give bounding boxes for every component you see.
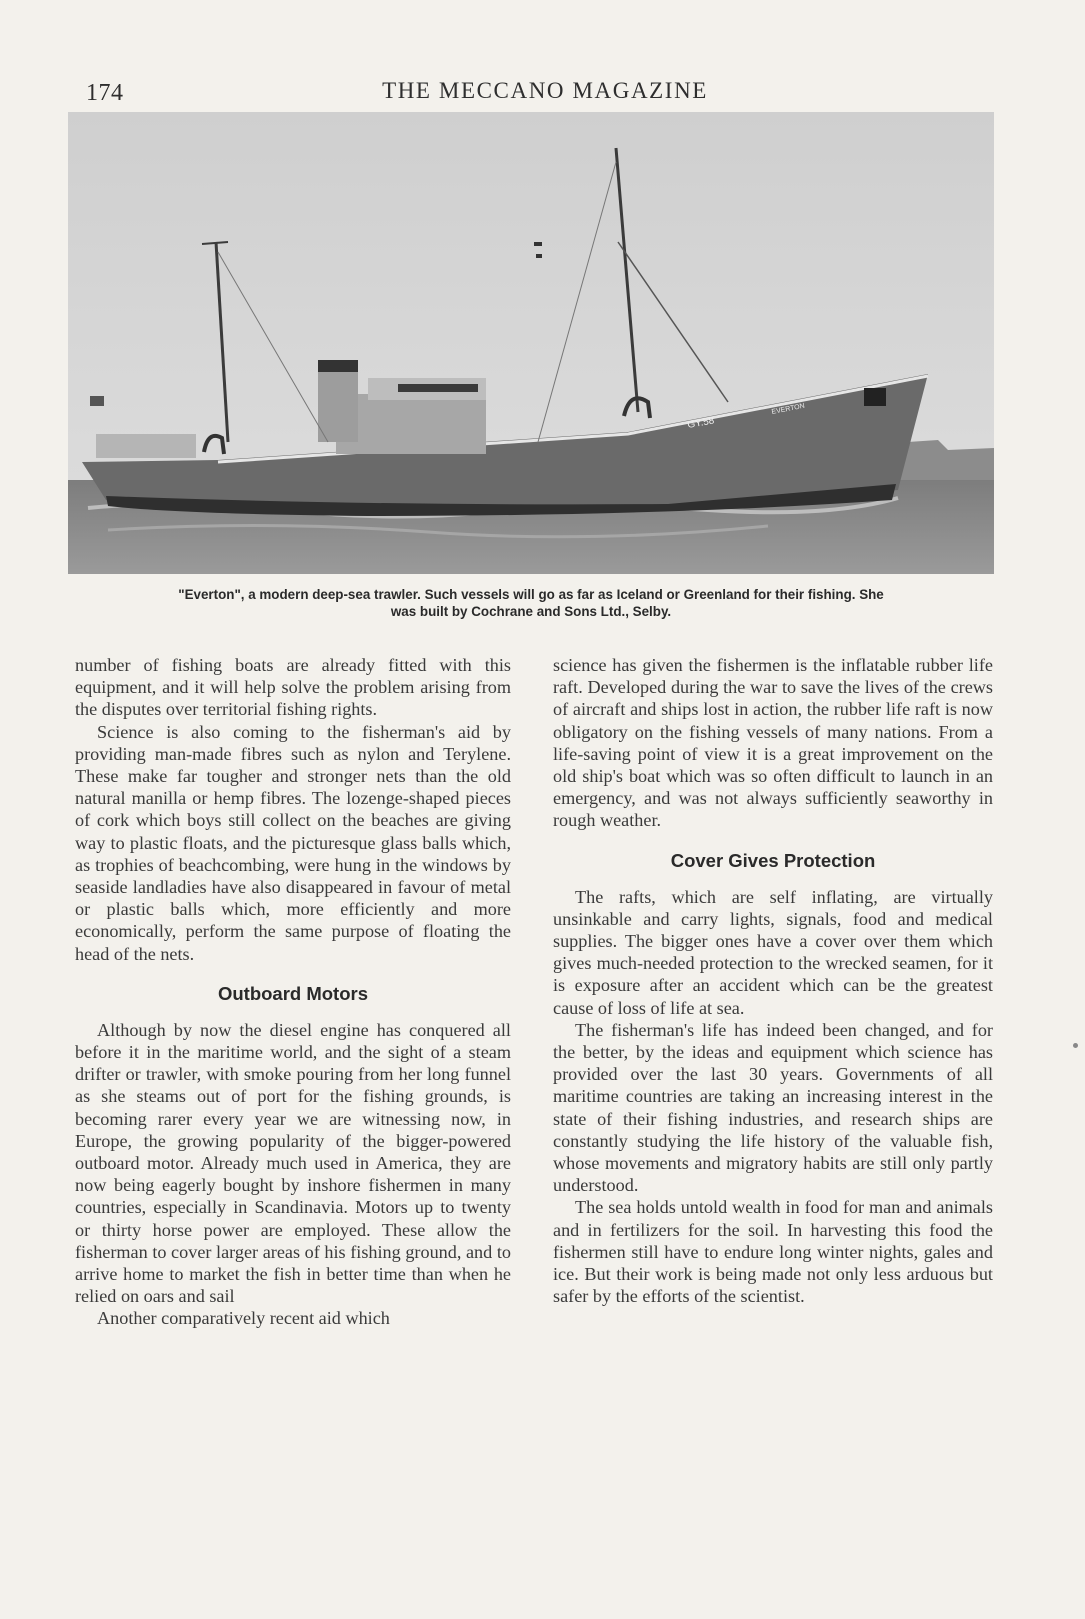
trawler-photo [68, 112, 994, 574]
right-paragraph-3: The fisherman's life has indeed been changed, and for the better, by the ideas and equipment which science has provided over the last 30 years. Governments of all maritime countries are taking an increasing interest in the state of their fishing industries, and research ships are constantly studying the life history of the valuable fish, whose movements and migratory habits are still only partly understood. [553, 1019, 993, 1196]
bridge-windows [398, 384, 478, 392]
anchor-pocket [864, 388, 886, 406]
trawler-illustration [68, 112, 994, 574]
heading-outboard-motors: Outboard Motors [217, 982, 369, 1004]
margin-fleck [1073, 1043, 1078, 1048]
hull-marking-number: GY.58 [686, 415, 716, 431]
right-paragraph-2: The rafts, which are self inflating, are virtually unsinkable and carry lights, signals, food and medical supplies. The bigger ones have a cover over them which gives much-needed protection to the wrecked seamen, for it is exposure after an accident which can be the greatest cause of loss of life at sea. [553, 886, 993, 1018]
caption-line-1: "Everton", a modern deep-sea trawler. Such vessels will go as far as Iceland or Greenland for their fishing. She [178, 587, 884, 602]
heading-cover-gives-protection: Cover Gives Protection [670, 849, 876, 871]
hull-marking-name: EVERTON [771, 402, 806, 416]
left-paragraph-3: Although by now the diesel engine has conquered all before it in the maritime world, and the sight of a steam drifter or trawler, with smoke pouring from her long funnel as she steams out of port for the fishing grounds, is becoming rarer every year we are witnessing now, in Europe, the growing popularity of the bigger-powered outboard motor. Already much used in America, they are now being eagerly bought by inshore fishermen in many countries, especially in Scandinavia. Motors up to twenty or thirty horse power are employed. These allow the fisherman to cover larger areas of his fishing ground, and to arrive home to market the fish in better time than when he relied on oars and sail [75, 1019, 511, 1307]
ensign [90, 396, 104, 406]
aft-deckhouse [96, 434, 196, 458]
bridge-house [336, 394, 486, 454]
funnel-top [318, 360, 358, 372]
signal-flag [534, 242, 542, 246]
left-paragraph-4: Another comparatively recent aid which [97, 1308, 390, 1329]
right-paragraph-4: The sea holds untold wealth in food for man and animals and in fertilizers for the soil. In harvesting this food the fishermen still have to endure long winter nights, gales and ice. But their work is being made not only less arduous but safer by the efforts of the scientist. [553, 1197, 993, 1307]
caption-line-2: was built by Cochrane and Sons Ltd., Selby. [390, 604, 672, 619]
funnel [318, 360, 358, 442]
running-head: THE MECCANO MAGAZINE [382, 78, 708, 103]
left-paragraph-2: Science is also coming to the fisherman's aid by providing man-made fibres such as nylon and Terylene. These make far tougher and stronger nets than the old natural manilla or hemp fibres. The lozenge-shaped pieces of cork which boys still collect on the beaches are giving way to plastic floats, and the picturesque glass balls which, as trophies of beachcombing, were hung in the windows by seaside landladies have also disappeared in favour of metal or plastic balls which, more efficiently and more economically, perform the same purpose of floating the head of the nets. [75, 721, 511, 964]
page-number: 174 [86, 80, 124, 106]
left-column [75, 654, 511, 1330]
right-paragraph-1: science has given the fishermen is the inflatable rubber life raft. Developed during the war to save the lives of the crews of aircraft and ships lost in action, the rubber life raft is now obligatory on the fishing vessels of many nations. From a life-saving point of view it is a great improvement on the old ship's boat which was so often difficult to launch in an emergency, and was not always sufficiently seaworthy in rough weather. [553, 655, 993, 831]
right-column [553, 654, 993, 1307]
left-paragraph-1: number of fishing boats are already fitted with this equipment, and it will help solve the problem arising from the disputes over territorial fishing rights. [75, 655, 511, 720]
signal-flag-2 [536, 254, 542, 258]
photo-caption [68, 586, 994, 620]
